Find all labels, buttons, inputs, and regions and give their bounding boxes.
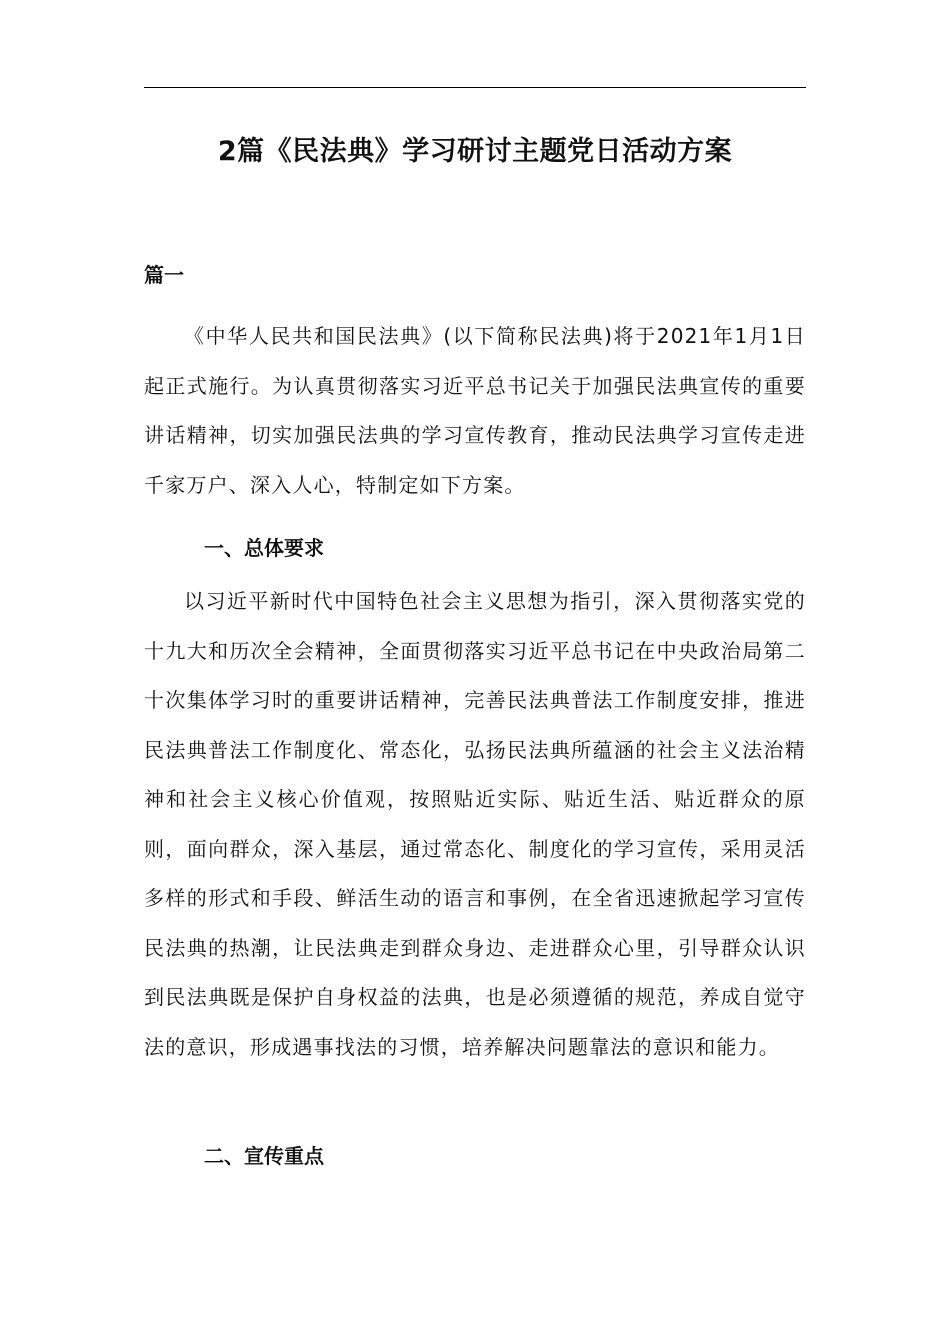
header-rule (144, 87, 806, 88)
part-label: 篇一 (144, 263, 184, 287)
document-title: 2篇《民法典》学习研讨主题党日活动方案 (217, 136, 733, 167)
section-heading-publicity-focus: 二、宣传重点 (204, 1144, 324, 1168)
intro-paragraph: 《中华人民共和国民法典》(以下简称民法典)将于2021年1月1日起正式施行。为认真贯彻落实习近平总书记关于加强民法典宣传的重要讲话精神，切实加强民法典的学习宣传教育，推动民法典学习宣传走进千家万户、深入人心，特制定如下方案。 (144, 324, 806, 497)
section-heading-general-requirements: 一、总体要求 (204, 536, 324, 560)
section-body-general-requirements: 以习近平新时代中国特色社会主义思想为指引，深入贯彻落实党的十九大和历次全会精神，全面贯彻落实习近平总书记在中央政治局第二十次集体学习时的重要讲话精神，完善民法典普法工作制度安排，推进民法典普法工作制度化、常态化，弘扬民法典所蕴涵的社会主义法治精神和社会主义核心价值观，按照贴近实际、贴近生活、贴近群众的原则，面向群众，深入基层，通过常态化、制度化的学习宣传，采用灵活多样的形式和手段、鲜活生动的语言和事例，在全省迅速掀起学习宣传民法典的热潮，让民法典走到群众身边、走进群众心里，引导群众认识到民法典既是保护自身权益的法典，也是必须遵循的规范，养成自觉守法的意识，形成遇事找法的习惯，培养解决问题靠法的意识和能力。 (144, 589, 806, 1059)
